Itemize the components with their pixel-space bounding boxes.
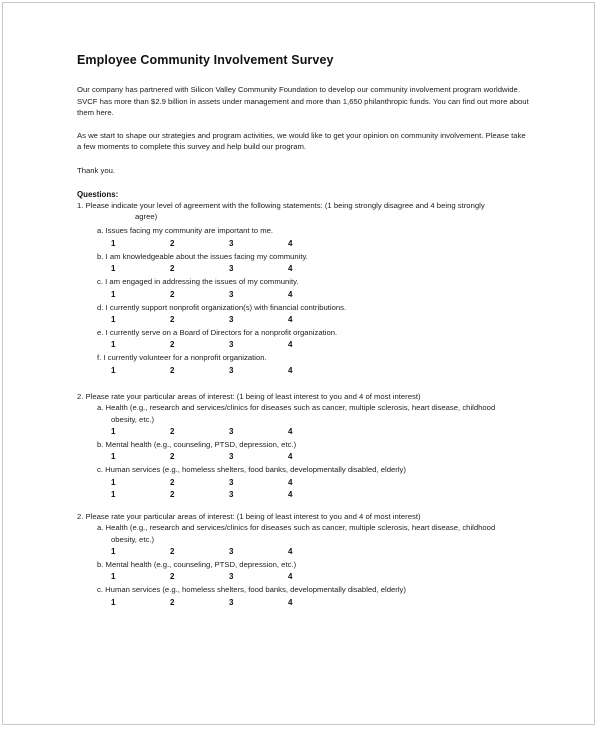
question-2-second-prompt: 2. Please rate your particular areas of interest: (1 being of least interest to you and 4 of most interest) (77, 511, 421, 521)
question-2-first-item-a-scale[interactable] (77, 427, 529, 436)
scale-option-1[interactable]: 1 (111, 238, 116, 248)
scale-option-1[interactable]: 1 (111, 572, 116, 582)
scale-option-2[interactable]: 2 (170, 289, 175, 299)
question-2-first-prompt: 2. Please rate your particular areas of interest: (1 being of least interest to you and 4 of most interest) (77, 391, 421, 401)
scale-option-4[interactable]: 4 (288, 477, 293, 487)
question-1-prompt: 1. Please indicate your level of agreement with the following statements: (1 being strongly disagree and 4 being strongly (77, 200, 485, 210)
question-1 (77, 200, 529, 375)
scale-option-2[interactable]: 2 (170, 452, 175, 462)
page-title: Employee Community Involvement Survey (77, 53, 334, 67)
scale-option-1[interactable]: 1 (111, 477, 116, 487)
question-2-second (77, 511, 529, 607)
intro-paragraph-2: As we start to shape our strategies and program activities, we would like to get your opinion on community involvement. Please take a few moments to complete this survey and help build our program. (77, 130, 526, 152)
question-2-first-item-a-continuation: obesity, etc.) (111, 414, 155, 424)
question-1-item-f-label: f. I currently volunteer for a nonprofit organization. (97, 353, 267, 363)
question-1-item-d-label: d. I currently support nonprofit organization(s) with financial contributions. (97, 302, 347, 312)
scale-option-3[interactable]: 3 (229, 238, 234, 248)
scale-option-2[interactable]: 2 (170, 547, 175, 557)
scale-option-1[interactable]: 1 (111, 452, 116, 462)
thank-you-text: Thank you. (77, 165, 116, 175)
question-1-prompt-continuation: agree) (135, 211, 158, 221)
question-2-second-item-b-label: b. Mental health (e.g., counseling, PTSD, depression, etc.) (97, 560, 297, 570)
question-1-item-d-scale[interactable] (77, 315, 529, 324)
intro-paragraph-1: Our company has partnered with Silicon Valley Community Foundation to develop our community involvement program worldwide. SVCF has more than $2.9 billion in assets under management and more than 1,650 philanthropic funds. You can find out more about them here. (77, 85, 529, 118)
question-2-first-item-c-scale-duplicate[interactable] (77, 490, 529, 499)
question-1-item-c-label: c. I am engaged in addressing the issues of my community. (97, 277, 299, 287)
scale-option-4[interactable]: 4 (288, 547, 293, 557)
scale-option-4[interactable]: 4 (288, 452, 293, 462)
question-1-item-c-scale[interactable] (77, 290, 529, 299)
scale-option-4[interactable]: 4 (288, 427, 293, 437)
scale-option-1[interactable]: 1 (111, 427, 116, 437)
scale-option-2[interactable]: 2 (170, 477, 175, 487)
question-1-item-a-scale[interactable] (77, 239, 529, 248)
question-2-first-item-a-label: a. Health (e.g., research and services/clinics for diseases such as cancer, multiple sclerosis, heart disease, childhood (97, 403, 496, 413)
question-2-second-item-a-continuation: obesity, etc.) (111, 534, 155, 544)
section-spacer-2 (77, 502, 529, 511)
scale-option-3[interactable]: 3 (229, 315, 234, 324)
question-1-item-e-scale[interactable] (77, 340, 529, 349)
scale-option-2[interactable]: 2 (170, 264, 175, 274)
scale-option-2[interactable]: 2 (170, 572, 175, 582)
scale-option-3[interactable]: 3 (229, 289, 234, 299)
scale-option-3[interactable]: 3 (229, 264, 234, 274)
scale-option-4[interactable]: 4 (288, 238, 293, 248)
question-2-second-item-a-label: a. Health (e.g., research and services/clinics for diseases such as cancer, multiple sclerosis, heart disease, childhood (97, 523, 496, 533)
document-content (77, 53, 529, 610)
scale-option-1[interactable]: 1 (111, 365, 116, 375)
question-2-second-item-c-scale[interactable] (77, 598, 529, 607)
scale-option-3[interactable]: 3 (229, 477, 234, 487)
question-1-item-f-scale[interactable] (77, 366, 529, 375)
scale-option-3[interactable]: 3 (229, 340, 234, 350)
scale-option-2[interactable]: 2 (170, 489, 175, 499)
question-2-first-item-b-label: b. Mental health (e.g., counseling, PTSD, depression, etc.) (97, 440, 297, 450)
question-2-first-item-c-label: c. Human services (e.g., homeless shelters, food banks, developmentally disabled, elderly) (97, 465, 406, 475)
question-2-first (77, 391, 529, 499)
scale-option-4[interactable]: 4 (288, 315, 293, 324)
scale-option-1[interactable]: 1 (111, 340, 116, 350)
scale-option-2[interactable]: 2 (170, 427, 175, 437)
question-1-item-a-label: a. Issues facing my community are important to me. (97, 226, 274, 236)
scale-option-4[interactable]: 4 (288, 597, 293, 607)
scale-option-1[interactable]: 1 (111, 489, 116, 499)
questions-heading: Questions: (77, 189, 119, 199)
scale-option-1[interactable]: 1 (111, 597, 116, 607)
section-spacer (77, 378, 529, 391)
question-2-second-item-b-scale[interactable] (77, 572, 529, 581)
scale-option-3[interactable]: 3 (229, 572, 234, 582)
scale-option-2[interactable]: 2 (170, 315, 175, 324)
scale-option-3[interactable]: 3 (229, 452, 234, 462)
scale-option-1[interactable]: 1 (111, 315, 116, 324)
scale-option-4[interactable]: 4 (288, 365, 293, 375)
scale-option-3[interactable]: 3 (229, 365, 234, 375)
scale-option-4[interactable]: 4 (288, 489, 293, 499)
document-page (2, 2, 595, 725)
scale-option-2[interactable]: 2 (170, 597, 175, 607)
scale-option-1[interactable]: 1 (111, 264, 116, 274)
question-1-item-b-label: b. I am knowledgeable about the issues facing my community. (97, 251, 308, 261)
question-1-item-b-scale[interactable] (77, 264, 529, 273)
scale-option-4[interactable]: 4 (288, 340, 293, 350)
scale-option-2[interactable]: 2 (170, 340, 175, 350)
scale-option-4[interactable]: 4 (288, 289, 293, 299)
scale-option-2[interactable]: 2 (170, 238, 175, 248)
question-1-item-e-label: e. I currently serve on a Board of Directors for a nonprofit organization. (97, 328, 338, 337)
scale-option-3[interactable]: 3 (229, 427, 234, 437)
question-2-first-item-b-scale[interactable] (77, 452, 529, 461)
scale-option-3[interactable]: 3 (229, 489, 234, 499)
scale-option-4[interactable]: 4 (288, 572, 293, 582)
scale-option-3[interactable]: 3 (229, 547, 234, 557)
question-2-second-item-a-scale[interactable] (77, 547, 529, 556)
scale-option-4[interactable]: 4 (288, 264, 293, 274)
question-2-second-item-c-label: c. Human services (e.g., homeless shelters, food banks, developmentally disabled, elderly) (97, 585, 406, 595)
scale-option-1[interactable]: 1 (111, 547, 116, 557)
scale-option-1[interactable]: 1 (111, 289, 116, 299)
question-2-first-item-c-scale[interactable] (77, 478, 529, 487)
scale-option-2[interactable]: 2 (170, 365, 175, 375)
scale-option-3[interactable]: 3 (229, 597, 234, 607)
